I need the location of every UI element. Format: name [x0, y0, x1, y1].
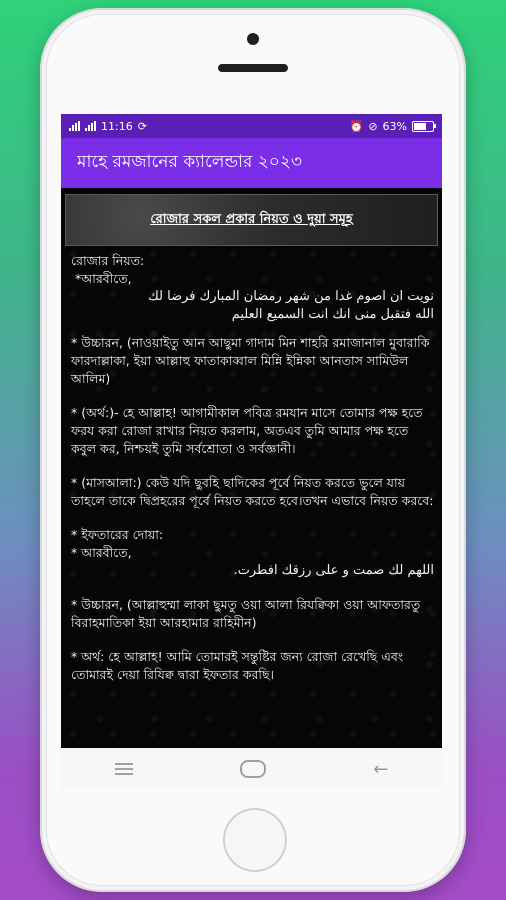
earpiece-speaker	[218, 64, 288, 72]
niyat-meaning: * (অর্থ:)- হে আল্লাহ! আগামীকাল পবিত্র রমযান মাসে তোমার পক্ষ হতে ফরয করা রোজা রাখার নিয়ত করলাম, অতএব তুমি আমার পক্ষ হতে কবুল কর, নিশ্চয়ই তুমি সর্বশ্রোতা ও সর্বজ্ঞানী।	[71, 405, 423, 456]
system-nav-bar	[61, 748, 442, 790]
iftar-heading: * ইফতারের দোয়া:	[71, 527, 164, 542]
back-icon[interactable]: ←	[373, 758, 389, 780]
app-title: মাহে রমজানের ক্যালেন্ডার ২০২৩	[77, 152, 302, 172]
section-banner[interactable]	[65, 194, 438, 246]
niyat-pronunciation: * উচ্চারন, (নাওয়াইতু আন আছুমা গাদাম মিন শাহরি রমাজানাল মুবারাকি ফারদাল্লাকা, ইয়া আল্লাহু ফাতাকাব্বাল মিন্নি ইন্নিকা আনতাস সামিউল আলিম)	[71, 335, 430, 386]
alarm-icon: ⏰	[349, 119, 364, 133]
home-button[interactable]	[223, 808, 287, 872]
front-camera	[247, 33, 259, 45]
niyat-heading: রোজার নিয়ত:	[71, 253, 145, 268]
recent-apps-icon[interactable]	[115, 763, 133, 775]
masala-note: * (মাসআলা:) কেউ যদি ছুবহি ছাদিকের পূর্বে নিয়ত করতে ভুলে যায় তাহলে তাকে দ্বিপ্রহরের পূর্বে নিয়ত করতে হবে।তখন এভাবে নিয়ত করবে:	[71, 475, 434, 508]
battery-icon	[412, 121, 434, 132]
status-time: 11:16	[101, 119, 133, 133]
iftar-meaning: * অর্থ: হে আল্লাহ! আমি তোমারই সন্তুষ্টির জন্য রোজা রেখেছি এবং তোমারই দেয়া রিযিক্ব দ্বারা ইফতার করছি।	[71, 649, 404, 682]
niyat-arabic-line-1: نويت ان اصوم غدا من شهر رمضان المبارك فرضا لك	[148, 289, 434, 304]
home-icon[interactable]	[240, 760, 266, 778]
app-bar	[61, 138, 442, 188]
banner-label: রোজার সকল প্রকার নিয়ত ও দুয়া সমূহ	[150, 211, 353, 227]
status-bar	[61, 114, 442, 138]
article-content	[61, 246, 442, 764]
iftar-arabic-prefix: * আরবীতে,	[71, 545, 132, 560]
iftar-pronunciation: * উচ্চারন, (আল্লাহুম্মা লাকা ছুমতু ওয়া আলা রিযক্বিকা ওয়া আফতারতু বিরাহমাতিকা ইয়া আরহামার রাহিমীন)	[71, 597, 421, 630]
niyat-arabic-line-2: الله فتقبل منى انك انت السميع العليم	[231, 307, 434, 322]
arabic-prefix: *আরবীতে,	[75, 271, 132, 286]
app-screen	[61, 114, 442, 790]
signal-2-icon	[85, 121, 96, 131]
mute-icon: ⊘	[368, 119, 378, 133]
signal-icon	[69, 121, 80, 131]
battery-percent: 63%	[382, 119, 407, 133]
sync-icon: ⟳	[137, 119, 147, 133]
iftar-arabic: اللهم لك صمت و على رزقك افطرت.	[233, 563, 434, 578]
